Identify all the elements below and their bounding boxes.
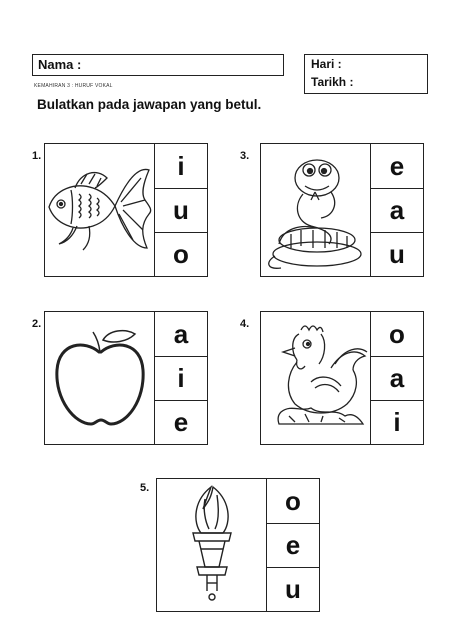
option-3-1[interactable]: e [371,144,423,189]
option-5-2[interactable]: e [267,523,319,568]
question-number: 3. [240,150,250,162]
option-1-3[interactable]: o [173,238,189,269]
option-4-1[interactable]: o [371,312,423,357]
option-1-1[interactable]: i [155,144,207,189]
option-2-3[interactable]: e [173,406,189,437]
option-3-3[interactable]: u [389,238,405,269]
apple-icon [45,312,155,444]
question-card-3 [260,143,424,277]
question-number: 5. [140,482,150,494]
fish-icon [45,144,155,276]
question-card-1 [44,143,208,277]
question-card-5 [156,478,320,612]
name-label: Nama : [38,57,82,72]
question-number: 4. [240,318,250,330]
option-5-3[interactable]: u [285,573,301,604]
option-2-2[interactable]: i [155,356,207,401]
day-label: Hari : [311,57,342,71]
instruction-text: Bulatkan pada jawapan yang betul. [37,97,262,112]
torch-icon [157,479,267,611]
question-card-2 [44,311,208,445]
date-label: Tarikh : [311,75,354,89]
date-field[interactable] [304,54,428,94]
option-4-3[interactable]: i [393,406,401,437]
snake-icon [261,144,371,276]
option-5-1[interactable]: o [267,479,319,524]
hen-icon [261,312,371,444]
question-card-4 [260,311,424,445]
option-1-2[interactable]: u [155,188,207,233]
option-4-2[interactable]: a [371,356,423,401]
skill-subtitle: KEMAHIRAN 3 : HURUF VOKAL [34,83,113,89]
option-3-2[interactable]: a [371,188,423,233]
name-field[interactable] [32,54,284,76]
question-number: 2. [32,318,42,330]
option-2-1[interactable]: a [155,312,207,357]
question-number: 1. [32,150,42,162]
